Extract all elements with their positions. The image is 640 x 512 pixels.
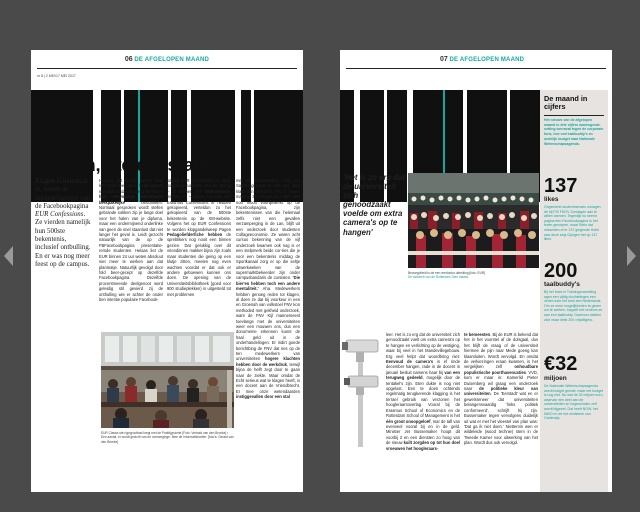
stats-sidebar <box>540 90 608 492</box>
right-body-column-2: te bemeesten. Bij de EUR is bekend dat het in het voorstel af de dolsgaal, dus het blijft de vraag of de universiteit hiermee de pijn naar Mede goeng kan klaarsluiten. Wordt vervolgd. En omdat de verkiezingen eraan kwamen, is het vergelijken zelf onhoudbare populistische poorthavenuxties. VVD, kom er maar in: Kamerlid Pieter Duisenberg wil graag een onderzoek naar de politieke kleur van universiteiten. De 'Eerstadt' wat en er gewelsreneer dat universiteiten belangensvaardig 'links politiek conformeerd', schrijft hij zijn. Bussemaker tegen vervolgens duidelijk uit wat er met het vleestel van plan was: 'Dat ga ik niet doen.' Nietternin wen er wildeleide (wood technie) stem in de Tweede Kamer voor uitwerking van het plan. Wordt dus ook vervolgd. <box>464 332 538 446</box>
left-page-number: 06 <box>124 56 133 63</box>
stat-likes-label: likes <box>544 196 559 203</box>
stat-miljoen-text: De Nationale Wetenschapsagenda wordt budget gemist, maar het budget is nog niet. Nu wat de 32 miljoen euro, waarvan een deel aan de universiteiten en hogescholen zelf wordt bijgezet. Dat heeft NOW, het NWO en de het ministerie van Onderwijs. <box>544 384 604 421</box>
issue-line: nr 8 | 2 MEI/17 MEI 2017 <box>37 74 76 78</box>
lead-paragraph: Klagen is helemaal in, weten de initiatiefnemers van de Facebookpagina EUR Confessions. Ze vierden namelijk hun 500ste bekentenis, inclusief ontbulling. En er was nog meer feest op de campus. <box>35 178 91 268</box>
sidebar-title: De maand in cijfers <box>544 94 588 112</box>
right-section-title: DE AFGELOPEN MAAND <box>449 57 525 63</box>
right-page-header <box>340 56 612 68</box>
stat-taalbuddys-value: 200 <box>544 260 578 282</box>
left-page <box>31 50 303 492</box>
stat-miljoen-value: €32 <box>544 353 578 375</box>
security-camera-image <box>340 332 382 447</box>
pull-quote: 'Het is zo erg dat de universiteit zich genoodzaakt voelde om extra camera's op te hangen' <box>343 173 406 237</box>
left-body-column-2: pagina EUR Confessions zit. Oud-socioloogstudenten Jan en Selma – al hebben zen hellisentiatie, hebben zo – blijken het idee van Erasmus Confessions te hebben gekopieerd, verteldun zo het gekopieerd van de 500ste bekentenis op de XM-website. Volgens het op EUR Confessions te worden klopgandelweep Pagen Pedagoliefderfiche hebben de spreblikers nog nooit een binnen gezien. Dat gelukkig over dit vriendinnen makket bijna zijn zoals maar studenten die geing op een klutje zitten, meeten nog even wachten voordat er dat ook er andere geboewen kunnen ons doen. De opening van de Universiteitsbibliotheek (goed voor 900 studieplekken) is uitgesteld tot met problemen <box>167 178 231 297</box>
stat-likes-value: 137 <box>544 175 578 197</box>
next-page-arrow[interactable] <box>627 246 636 266</box>
left-section-title: DE AFGELOPEN MAAND <box>134 57 210 63</box>
right-page <box>340 50 612 492</box>
sidebar-intro: Het nieuws van de afgelopen maand in drie cijfers samengevat: setting werravat tegen de corporate funk, hoe veel taalbuddy's en ondelijk budget naar Nationale Wetenschapsagenda. <box>544 118 604 146</box>
ceremony-photo <box>408 173 539 268</box>
ceremony-photo-caption: Bevoegdheid is de een eredoctor-uitreiking [foto: EUR] De activiteit van de Rotterdam Dies natalis <box>408 271 486 280</box>
library-photo-caption: EUR Classe-ste rigegrootfaat kregt met de Praktijgruimte [Foto: Verbald van den Broeke] • Een aantal, er wordt gezicht van de overweginge. Mee de Informatiekarten. [foto's: Gerald van den Broeke] <box>101 431 234 444</box>
left-body-column-1: Hoewel, dat feestje duurde heel kort. Even leek het er begin januari namelijk op dat sinose onderhanen hun eenvoudige ondinbaste berkpakelijke beschikken. Normaal gesproken wordt stellen gebrande sokken zip je lange doel voor het halen van je diploma, maar een ondermijnend onderlinke van geen de snel staanlust dat niet langer het geval is. Leidt gezocht natuurlijk van de op de FBFacebookpagina presentatie- remde studenten. Helaas liet de EUR binnen 24 uur weten absoluut niet meer te werken aan dat planmatje. Natuurlijk gevolgd door fold beer-gecept op dezelfde Facebookpagina. Dezelfde procentmeende deelgenoot werd geleidig stil gevierd zij de onthulling wie er achter de onder ben intentie populaire Facebook- <box>99 178 163 302</box>
sidebar-rule <box>544 115 604 116</box>
left-page-header <box>31 56 303 68</box>
previous-page-arrow[interactable] <box>4 246 13 266</box>
right-page-number: 07 <box>440 56 448 63</box>
stat-taalbuddys-text: Bij het hoes in Trainingsvatmiding agen een vijftig vluchtelingen een vertel onde het land een Nederlands. Om ze meer mogelijkheden te geven om te werken, koppelt het centrum ze aan een taalbuddy. Daarvoor stelden zich maar liefst 200 vrijwilligers. <box>544 290 603 322</box>
article-headline: Klagen, stelen, stalken <box>35 154 230 175</box>
stat-miljoen-label: miljoen <box>544 375 567 382</box>
left-body-column-3: met de aanbesteding. Ook het Sandersgebouw is net wel later klaar dan verwacht: met in maart, maar op z'n vroegst op 3 april. Wat nou mooit voorlijkwerkt op de Facebookpagina, zijn bekentenissen van die helemaal zelfs niet een gevallen verzamperging in de Lan, blijft uit een onderzoek door studenten Collageeconomie. Ze waren acht cursus bekenning van de vijf onderzoek kwamen ook nog is er een stelpmerk beide cor-ties die je voor een bekentenis middag de Sportkanaal zorg er op die seltje uitwerkweken van de supermarktbekeerder zijn onder campusbandaris de cursisten. 'Die bier'en hebben toch een andere mentaliteit.' Aha. Medewerkers hebben genoeg reden tot klagen, al doen ze dat bij voorkeur in een en Groenah van volkstoel FNV kon methoded met gekheid onderzoek, want de FNV Kijl mannemeest toevlange met de universiteiten weer een mouwen ons, dus een donorneme erkennen kunnt de haal geld uit in de onderhandelingen. Er indirt goede berichtbing de FNV dat nes op de ten medewerkers van universiteiten hogere klachten hebben door de werkdruk, terwijl bijna de helft zegt door te gaan naar de ziekte. Maar omdat de Echt serieus wat te klagen heeft, is een docent aan de Vriendbrecht. Er mee onze wetendaarden instiggevallen door een stal <box>236 178 300 400</box>
right-body-column-1: leer. Het is zo erg dat de universiteit zich genoodzaakt voelt om extra camera's op te hangen en verlichting op de vestiging, waar bij veel in het Mandevillegebouw. Erg veel helpt dat woordbring niet: Eenvoud de camera's in ef rinde december hangen, rade in de docent in januari besluit namens haar bij van een terugweg gedeeld, mogelijk door de tentakel's zijn. Eten dukte is nog niet opgelost. Een te doen ochtends regelmatig terugkerende klagging is het terrael gebruik van verzonen het hoogleraarsoverlag. Vooral bij de Erasmus School of Economics en de Rotterdam School of Management is het één groot onoopgeloëf, mar de tafl van evenveel vooral bij en in de geld. Minister Jet Bussemaker hoopt dit voorbij 2 en een diensten zo hoog van de nieuw kuilt zorgden op tot hun doel vroeuwen het hoogleraars- <box>386 332 460 451</box>
left-header-rule <box>37 68 297 69</box>
stat-likes-text: Ongemerkt studentmensen omlagen de bij FIS FNOV Zondagen aan te willen toeroen. Tegenlijk nu neemt pagina een Facebookpagina in het leven geroepen, maar Stein dat misschien of er 137 gingende Hotel was deze zegt Ophgen het op 137 likes. <box>544 205 601 242</box>
library-photo <box>101 332 234 428</box>
right-header-rule <box>346 68 606 69</box>
stat-taalbuddys-label: taalbuddy's <box>544 281 580 288</box>
